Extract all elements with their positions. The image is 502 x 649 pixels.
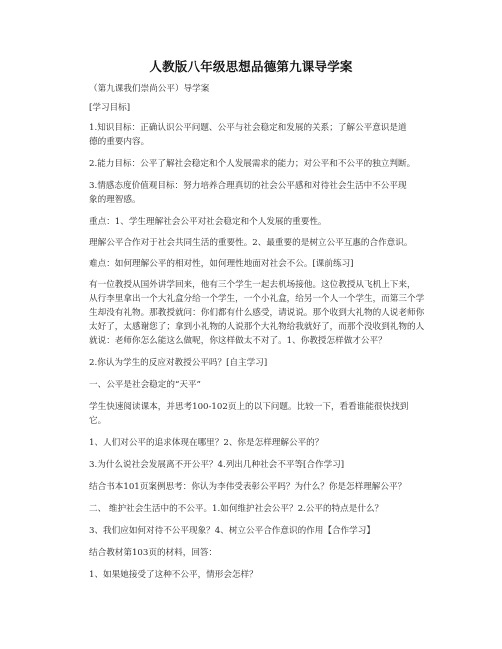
paragraph-line: 象的理智感。: [89, 195, 141, 205]
paragraph-line: 2.能力目标：公平了解社会稳定和个人发展需求的能力；对公平和不公平的独立判断。: [89, 159, 416, 169]
paragraph-line: 结合教材第103页的材料，回答：: [89, 548, 218, 558]
paragraph-line: 它。: [89, 416, 107, 426]
paragraph-line: 从行李里拿出一个大礼盒分给一个学生，一个小礼盒，给另一个人一个学生，而第三个学: [89, 294, 425, 304]
paragraph-line: 3.为什么说社会发展离不开公平？4.列出几种社会不平等[合作学习]: [89, 460, 345, 470]
paragraph-line: 德的重要内容。: [89, 137, 150, 147]
paragraph-line: 太好了，太感谢您了；拿到小礼物的人说那个大礼物给我就好了，而那个没收到礼物的人: [89, 322, 425, 332]
section-heading-objectives: [学习目标]: [89, 103, 131, 113]
paragraph-line: 结合书本101页案例思考：你认为李伟受表彰公平吗？为什么？你是怎样理解公平？: [89, 482, 407, 492]
paragraph-line: 1、如果她接受了这种不公平，情形会怎样？: [89, 570, 258, 580]
document-title: 人教版八年级思想品德第九课导学案: [149, 59, 353, 74]
paragraph-line: 理解公平合作对于社会共同生活的重要性。2、最重要的是树立公平互惠的合作意识。: [89, 238, 413, 248]
paragraph-line: 重点：1、学生理解社会公平对社会稳定和个人发展的重要性。: [89, 217, 327, 227]
section-heading-one: 一、公平是社会稳定的“天平”: [89, 380, 201, 390]
paragraph-line: 2.你认为学生的反应对教授公平吗？[自主学习]: [89, 358, 268, 368]
paragraph-line: 3.情感态度价值观目标：努力培养合理真切的社会公平感和对待社会生活中不公平现: [89, 181, 407, 191]
paragraph-line: 有一位教授从国外讲学回来，他有三个学生一起去机场接他。这位教授从飞机上下来，: [89, 280, 416, 290]
section-heading-two: 二、 维护社会生活中的不公平。1.如何维护社会公平？2.公平的特点是什么？: [89, 504, 384, 514]
paragraph-line: 生却没有礼物。那教授就问：你们都有什么感受，请说说。那个收到大礼物的人说老师你: [89, 308, 425, 318]
paragraph-line: 难点：如何理解公平的相对性，如何理性地面对社会不公。[课前练习]: [89, 259, 354, 269]
paragraph-line: 3、我们应如何对待不公平现象？4、树立公平合作意识的作用【合作学习】: [89, 526, 375, 536]
paragraph-line: 学生快速阅读课本，并思考100-102页上的以下问题。比较一下，看看谁能很快找到: [89, 402, 409, 412]
paragraph-line: 就说：老师你怎么能这么做呢，你这样做太不对了。1、你教授怎样做才公平？: [89, 336, 387, 346]
subtitle-line: （第九课我们崇尚公平）导学案: [89, 84, 210, 94]
paragraph-line: 1、人们对公平的追求体现在哪里？2、你是怎样理解公平的？: [89, 438, 324, 448]
paragraph-line: 1.知识目标：正确认识公平问题、公平与社会稳定和发展的关系；了解公平意识是道: [89, 123, 407, 133]
